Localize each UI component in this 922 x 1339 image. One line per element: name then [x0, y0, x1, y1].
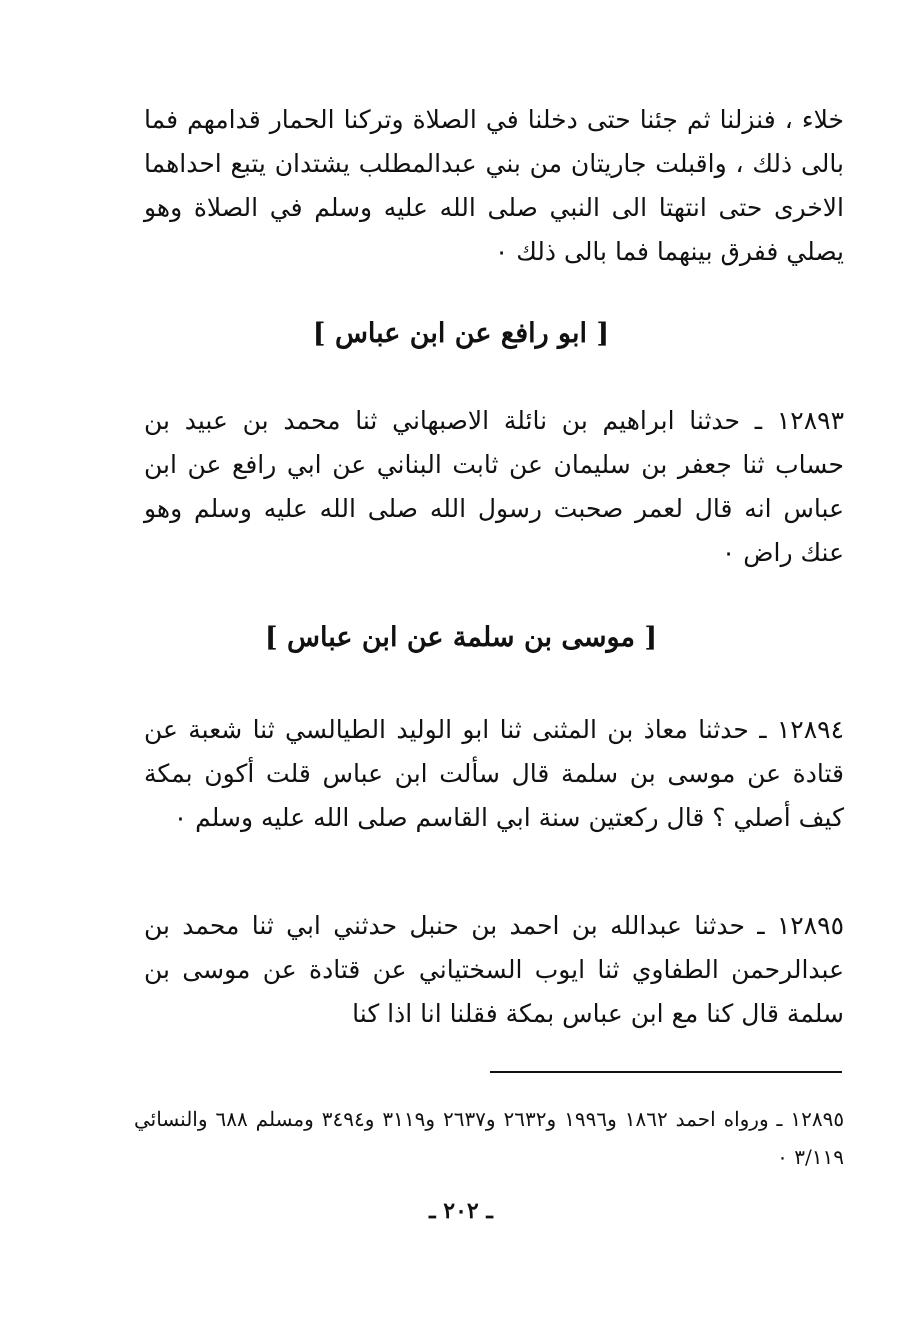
hadith-12894: ١٢٨٩٤ ـ حدثنا معاذ بن المثنى ثنا ابو الوليد الطيالسي ثنا شعبة عن قتادة عن موسى بن سلمة قال سألت ابن عباس قلت أكون بمكة كيف أصلي ؟ قال ركعتين سنة ابي القاسم صلى الله عليه وسلم ٠	[144, 715, 844, 832]
continuation-paragraph: خلاء ، فنزلنا ثم جئنا حتى دخلنا في الصلاة وتركنا الحمار قدامهم فما بالى ذلك ، واقبلت جاريتان من بني عبدالمطلب يشتدان يتبع احداهما الاخرى حتى انتهتا الى النبي صلى الله عليه وسلم في الصلاة وهو يصلي ففرق بينهما فما بالى ذلك ٠	[144, 105, 844, 266]
page-number: ـ ٢٠٢ ـ	[429, 1198, 493, 1224]
footnote: ١٢٨٩٥ ـ ورواه احمد ١٨٦٢ و١٩٩٦ و٢٦٣٢ و٢٦٣٧ و٣١١٩ و٣٤٩٤ ومسلم ٦٨٨ والنسائي ٣/١١٩ ٠	[134, 1107, 845, 1169]
hadith-12895: ١٢٨٩٥ ـ حدثنا عبدالله بن احمد بن حنبل حدثني ابي ثنا محمد بن عبدالرحمن الطفاوي ثنا ايوب السختياني عن قتادة عن موسى بن سلمة قال كنا مع ابن عباس بمكة فقلنا انا اذا كنا	[144, 911, 844, 1028]
footnote-divider	[490, 1071, 842, 1073]
section-heading-abu-rafi: [ ابو رافع عن ابن عباس ]	[312, 318, 610, 349]
hadith-12893: ١٢٨٩٣ ـ حدثنا ابراهيم بن نائلة الاصبهاني ثنا محمد بن عبيد بن حساب ثنا جعفر بن سليمان عن ثابت البناني عن ابي رافع عن ابن عباس انه قال لعمر صحبت رسول الله صلى الله عليه وسلم وهو عنك راض ٠	[144, 406, 844, 567]
section-heading-musa-ibn-salama: [ موسى بن سلمة عن ابن عباس ]	[264, 622, 658, 653]
